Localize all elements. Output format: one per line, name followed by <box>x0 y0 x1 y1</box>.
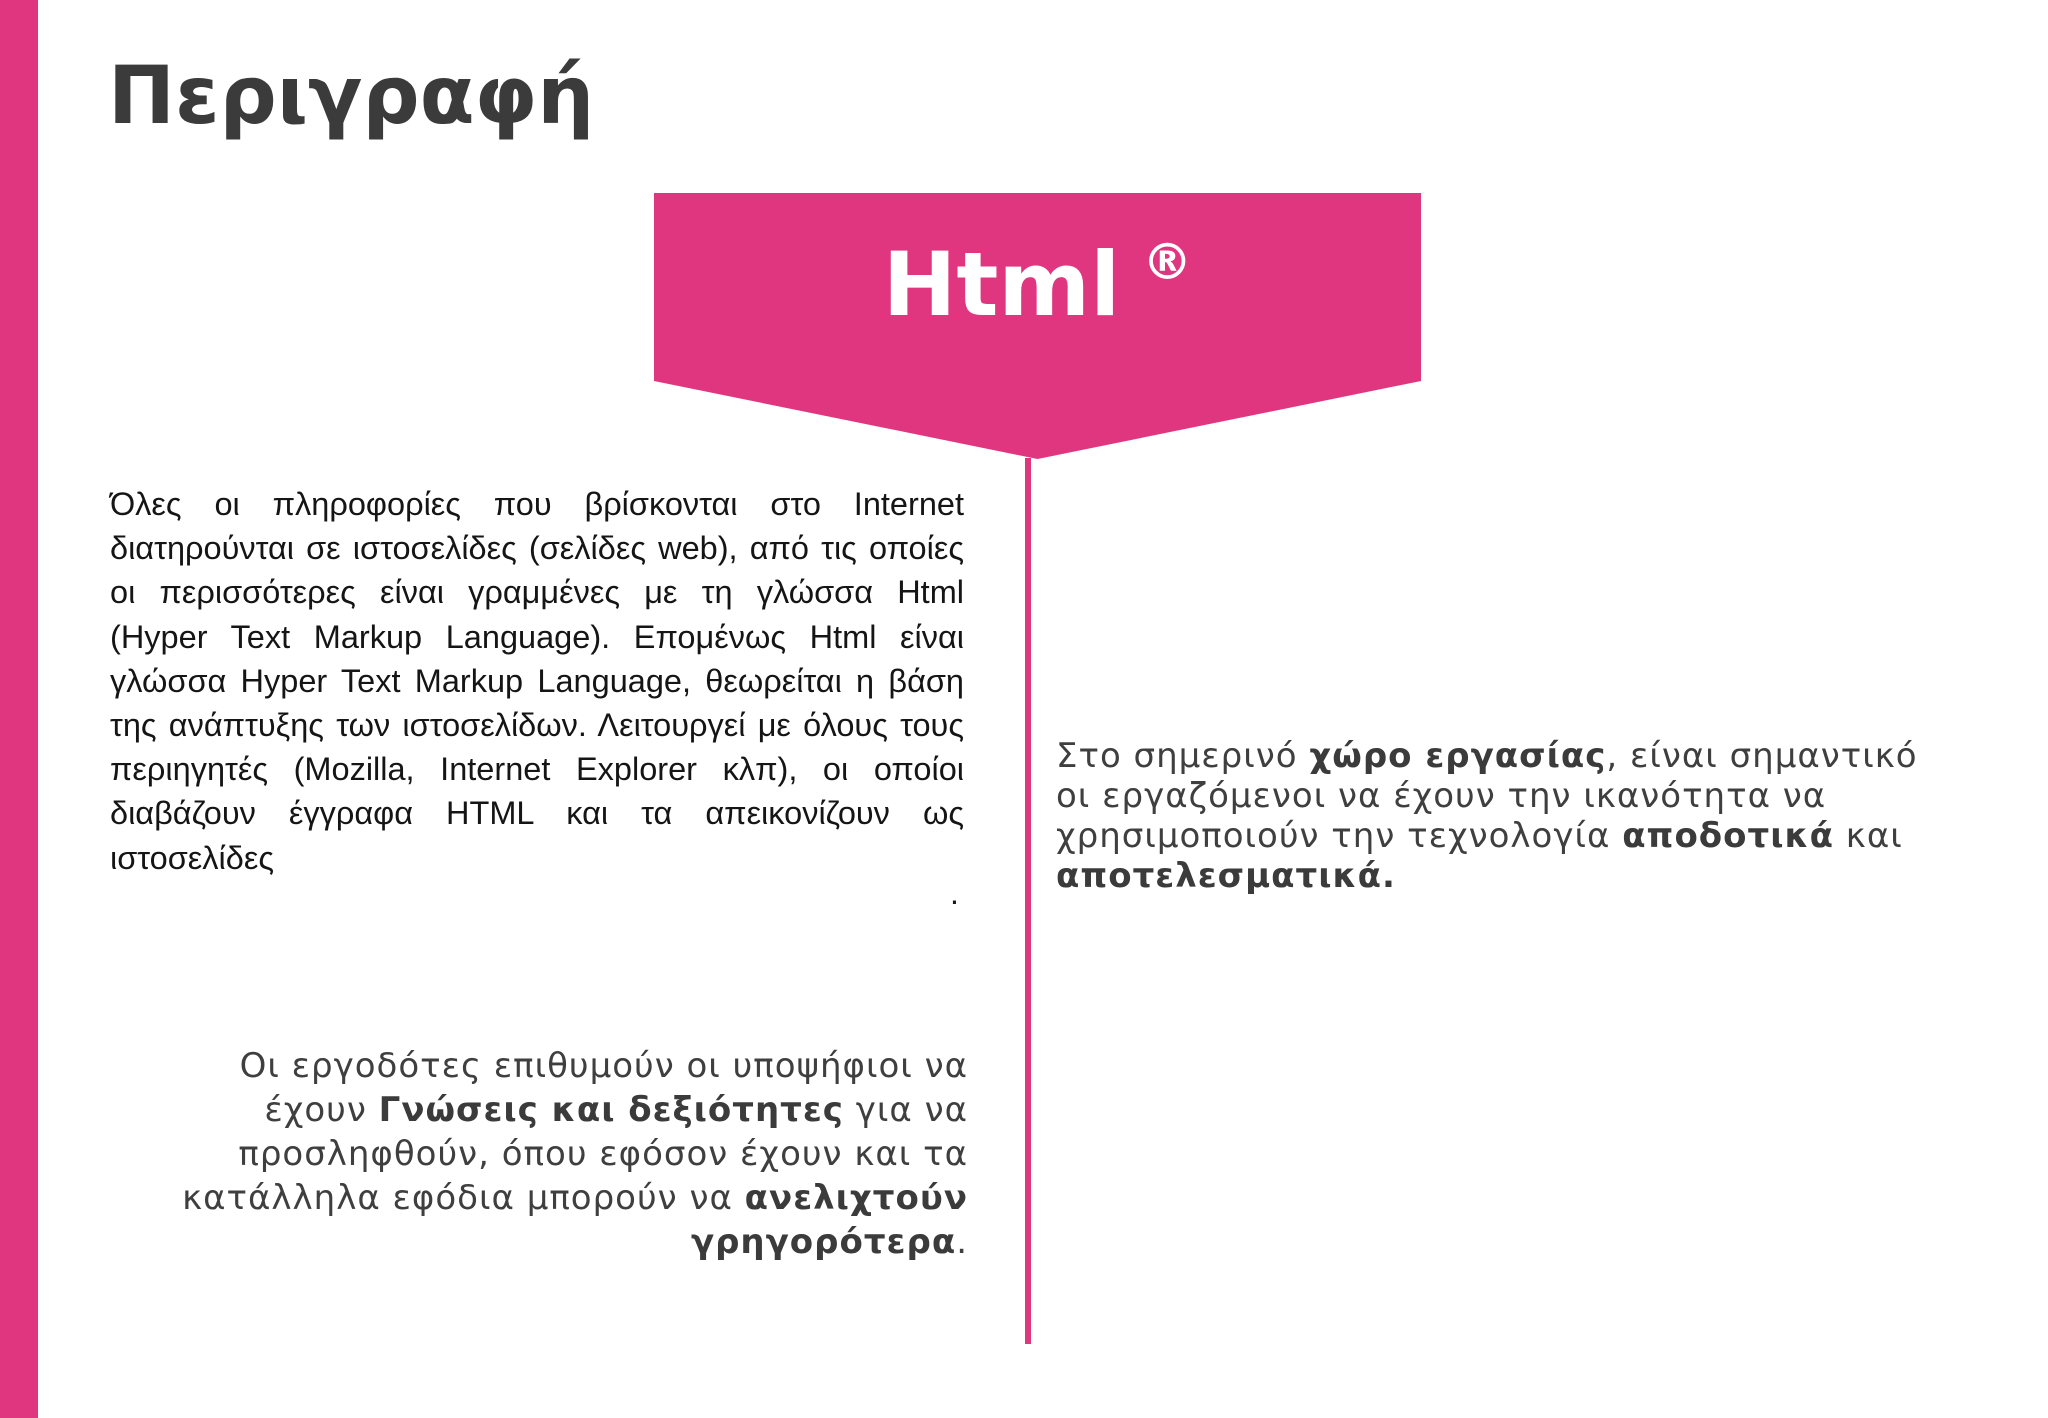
registered-mark: ® <box>1142 233 1193 291</box>
employers-text-2: για να προσληφθούν, όπου εφόσον έχουν και τα κατάλληλα εφόδια μπορούν να <box>182 1090 968 1218</box>
workplace-text-1: Στο σημερινό <box>1056 736 1310 776</box>
page-title: Περιγραφή <box>108 49 595 142</box>
trailing-period: . <box>950 875 959 911</box>
html-banner <box>654 193 1421 460</box>
workplace-text-2: , είναι σημαντικό οι εργαζόμενοι να έχουν την ικανότητα να χρησιμοποιούν την τεχνολογία <box>1056 736 1918 856</box>
employers-paragraph <box>150 1044 968 1264</box>
left-accent-bar <box>0 0 38 1418</box>
center-divider-line <box>1025 458 1031 1344</box>
workplace-text-3: και <box>1833 816 1903 856</box>
workplace-emphasis-2: αποδοτικά <box>1622 816 1834 856</box>
employers-emphasis-1: Γνώσεις και δεξιότητες <box>378 1090 844 1130</box>
employers-text-1: Οι εργοδότες επιθυμούν οι υποψήφιοι να έχουν <box>239 1046 968 1130</box>
employers-text-3: . <box>956 1222 968 1262</box>
html-description-paragraph: Όλες οι πληροφορίες που βρίσκονται στο Internet διατηρούνται σε ιστοσελίδες (σελίδες web), από τις οποίες οι περισσότερες είναι γραμμένες με τη γλώσσα Html (Hyper Text Markup Language). Επομένως Html είναι γλώσσα Hyper Text Markup Language, θεωρείται η βάση της ανάπτυξης των ιστοσελίδων. Λειτουργεί με όλους τους περιηγητές (Mozilla, Internet Explorer κλπ), οι οποίοι διαβάζουν έγγραφα HTML και τα απεικονίζουν ως ιστοσελίδες <box>110 486 964 876</box>
banner-title-text: Html <box>882 233 1121 336</box>
workplace-emphasis-1: χώρο εργασίας <box>1309 736 1607 776</box>
workplace-paragraph <box>1056 736 1956 896</box>
workplace-emphasis-3: αποτελεσματικά. <box>1056 856 1396 896</box>
banner-title <box>654 235 1421 334</box>
employers-emphasis-2: ανελιχτούν γρηγορότερα <box>690 1178 968 1262</box>
